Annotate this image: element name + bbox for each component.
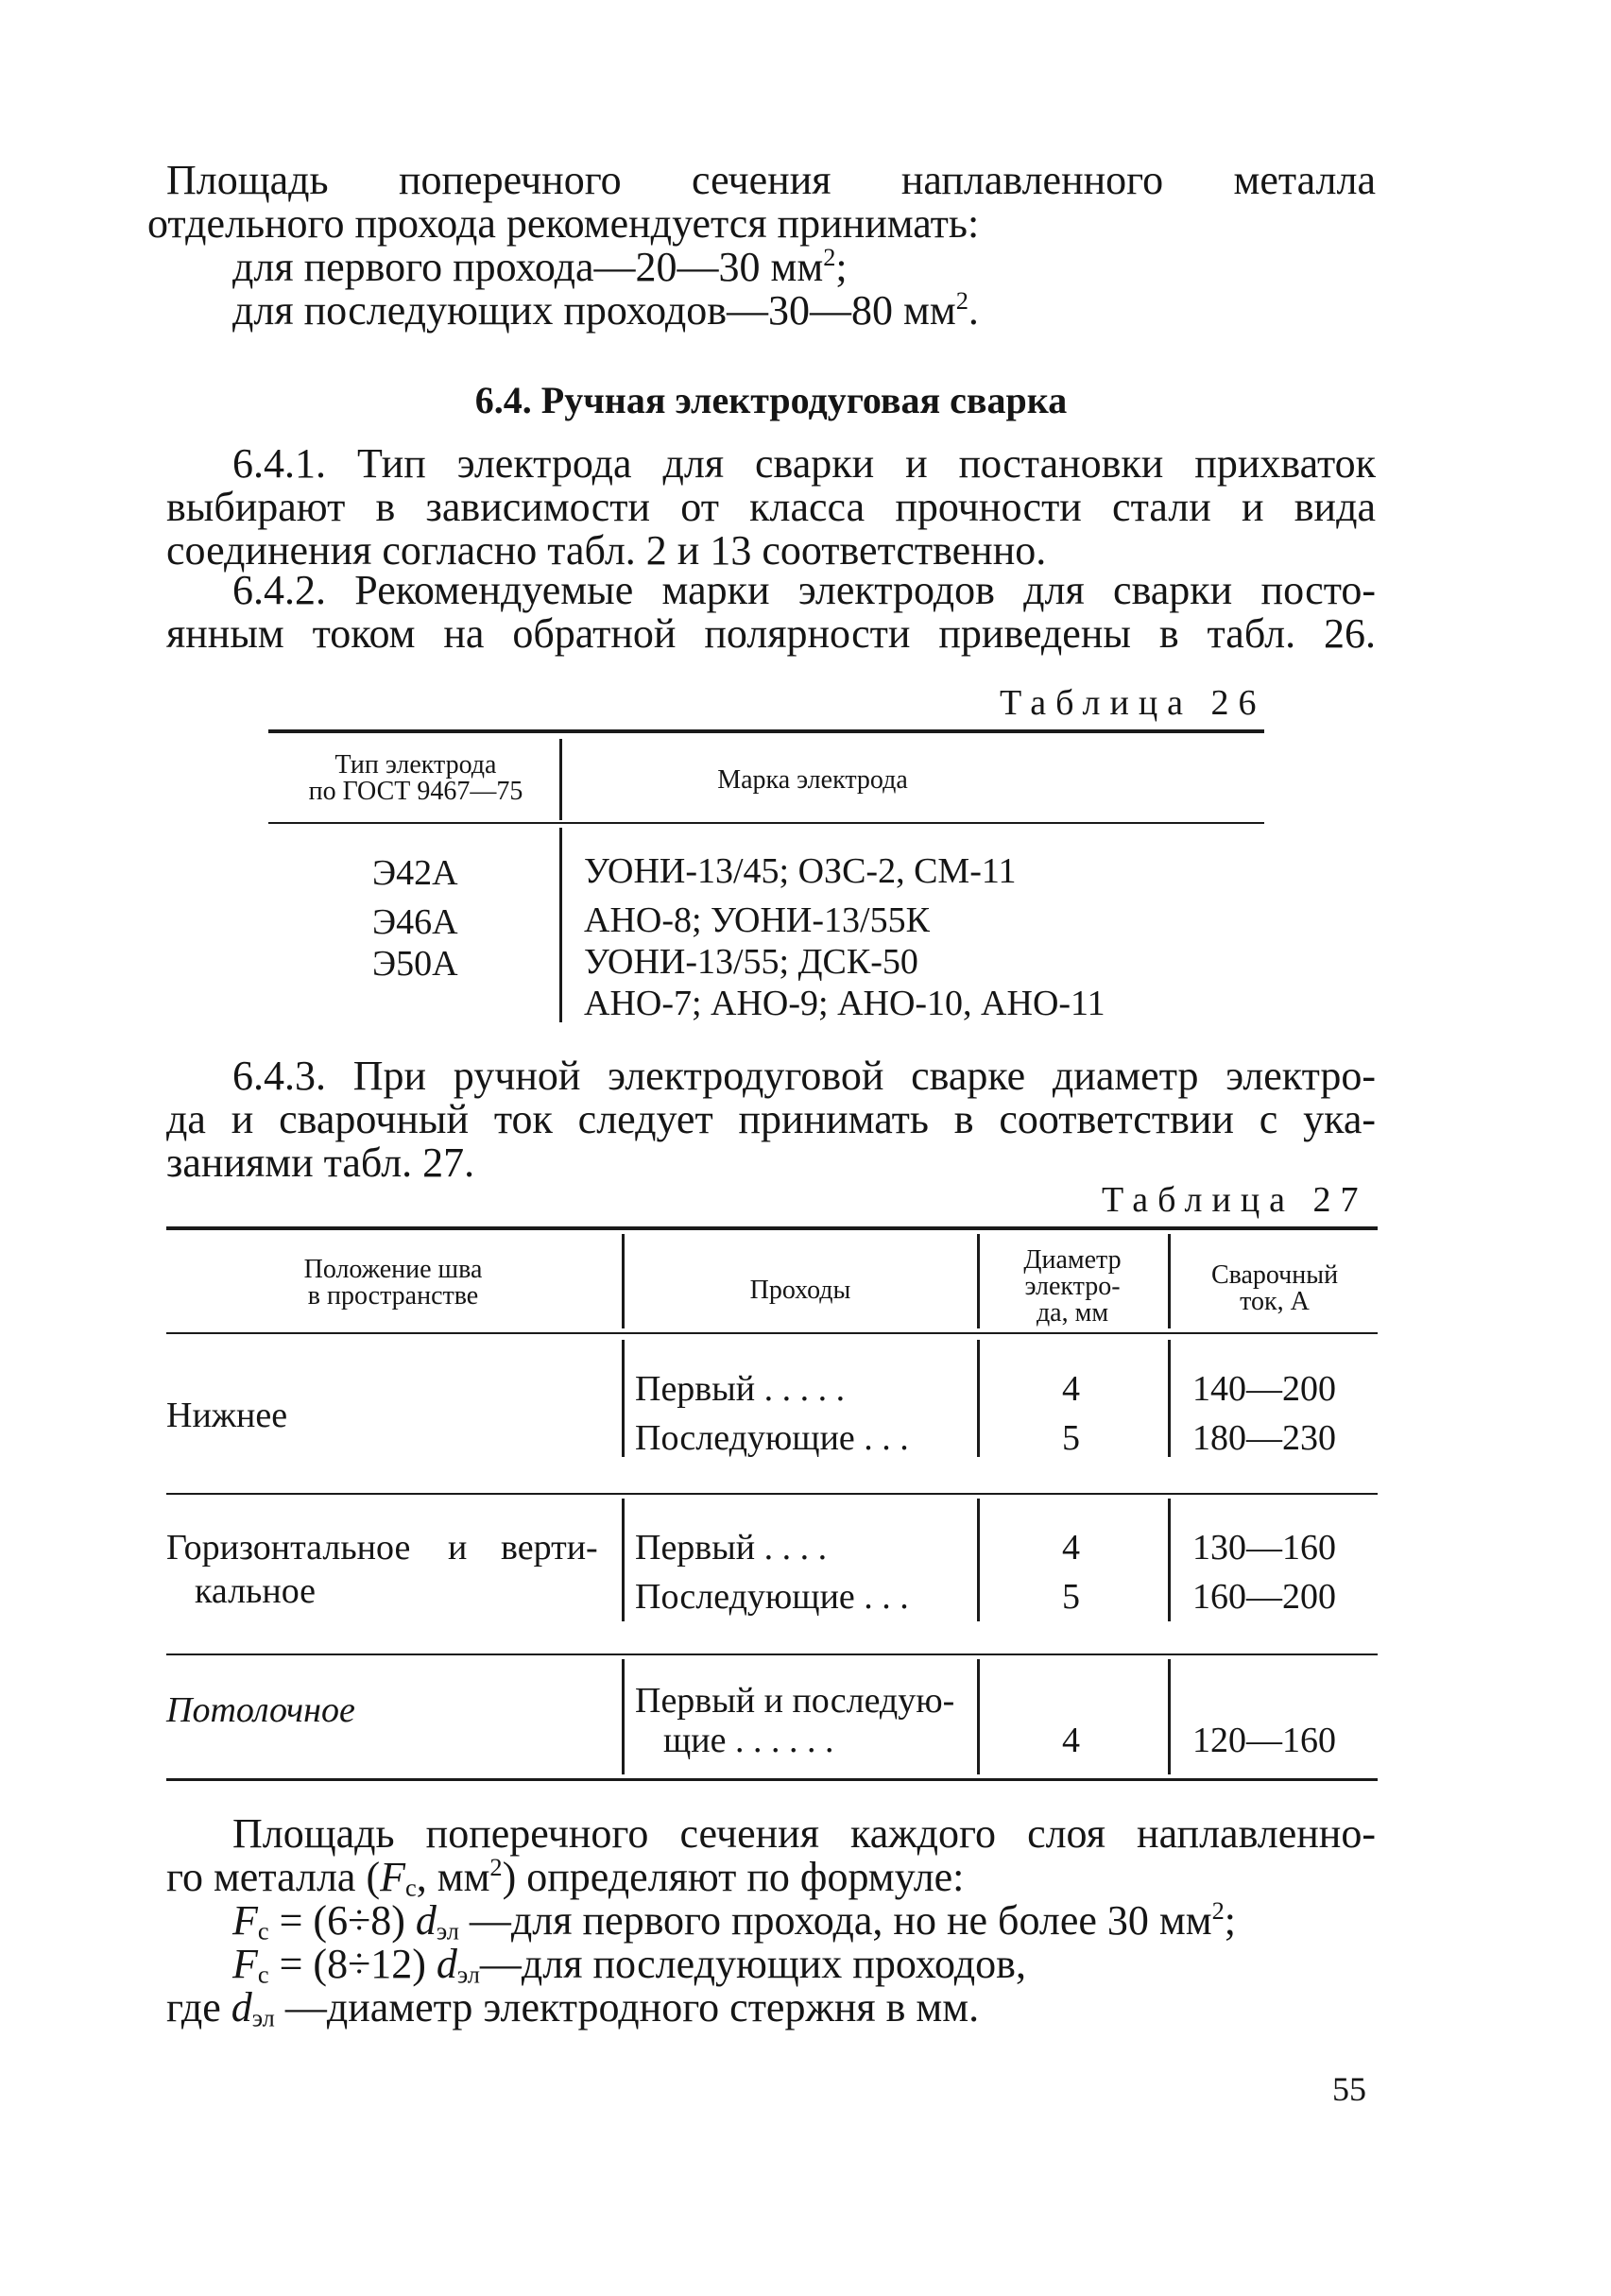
table27-g2-position-b: и — [448, 1528, 468, 1568]
table27-g1-divider-3 — [1168, 1340, 1171, 1457]
table27-g1-diam-1: 4 — [1062, 1369, 1080, 1409]
table26-type-1: Э42А — [372, 853, 458, 893]
table26-brand-1: УОНИ-13/45; ОЗС-2, СМ-11 — [584, 851, 1017, 891]
table27-g3-divider-1 — [622, 1659, 625, 1774]
p641-line-2: выбирают в зависимости от класса прочности стали и вида — [166, 484, 1376, 530]
p641-line-3: соединения согласно табл. 2 и 13 соответственно. — [166, 527, 1047, 574]
table27-header-rule — [166, 1332, 1378, 1334]
table27-g1-current-1: 140—200 — [1192, 1369, 1336, 1409]
table27-g2-diam-2: 5 — [1062, 1577, 1080, 1617]
section-title: 6.4. Ручная электродуговая сварка — [474, 379, 1068, 421]
table27-g1-current-2: 180—230 — [1192, 1418, 1336, 1458]
table27-g2-divider-1 — [622, 1499, 625, 1621]
table27-header-divider-2 — [977, 1234, 980, 1328]
table27-header-passes: Проходы — [749, 1276, 851, 1305]
table27-top-rule — [166, 1226, 1378, 1230]
table26-header-rule — [268, 822, 1264, 824]
table26-header-type: Тип электрода по ГОСТ 9467—75 — [308, 750, 523, 806]
table26-type-2: Э46А — [372, 902, 458, 942]
p642-line-1: 6.4.2. Рекомендуемые марки электродов для сварки посто- — [232, 567, 1376, 613]
table27-g2-divider-2 — [977, 1499, 980, 1621]
intro-line-1: Площадь поперечного сечения наплавленного металла — [166, 157, 1376, 203]
formula-line-2: го металла ($F_с$, $мм^2$) определяют по формуле: — [166, 1853, 965, 1902]
formula-line-4: $F_с = (8\div 12)$ $d_{эл}—для$ последующих проходов, — [232, 1941, 1026, 1989]
table27-bottom-rule — [166, 1778, 1378, 1781]
table27-header-divider-1 — [622, 1234, 625, 1328]
p643-line-3: заниями табл. 27. — [166, 1139, 475, 1186]
table26-brand-4: АНО-7; АНО-9; АНО-10, АНО-11 — [584, 984, 1105, 1023]
table27-g3-current-1: 120—160 — [1192, 1721, 1336, 1760]
formula-line-1: Площадь поперечного сечения каждого слоя наплавленно- — [232, 1810, 1376, 1857]
table27-header-current: Сварочный ток, А — [1210, 1260, 1339, 1316]
table27-g2-current-1: 130—160 — [1192, 1528, 1336, 1568]
page-number: 55 — [1332, 2070, 1366, 2108]
intro-line-4: для последующих проходов—30—80 $мм^2$. — [232, 286, 979, 334]
table26-top-rule — [268, 729, 1264, 733]
table26-header-divider — [559, 739, 562, 820]
table27-header-diameter: Диаметр электро- да, мм — [1023, 1245, 1122, 1328]
table26-type-3: Э50А — [372, 944, 458, 984]
table27-g2-rule — [166, 1653, 1378, 1655]
p643-line-2: да и сварочный ток следует принимать в соответствии с ука- — [166, 1096, 1376, 1142]
table27-g3-divider-2 — [977, 1659, 980, 1774]
table27-g3-position: Потолочное — [166, 1690, 355, 1730]
table27-g2-pass-2: Последующие . . . — [635, 1577, 909, 1617]
table27-g3-pass-2: щие . . . . . . — [663, 1721, 834, 1760]
table27-g2-position-c: верти- — [501, 1528, 598, 1568]
p641-line-1: 6.4.1. Тип электрода для сварки и постановки прихваток — [232, 440, 1376, 487]
p643-line-1: 6.4.3. При ручной электродуговой сварке диаметр электро- — [232, 1053, 1376, 1099]
table26-brand-3: УОНИ-13/55; ДСК-50 — [584, 942, 918, 982]
table27-g2-pass-1: Первый . . . . — [635, 1528, 828, 1568]
table26-header-brand: Марка электрода — [717, 765, 908, 795]
table27-caption: Таблица 27 — [1102, 1180, 1368, 1220]
table27-g1-pass-2: Последующие . . . — [635, 1418, 909, 1458]
table26-caption: Таблица 26 — [1000, 683, 1266, 723]
p642-line-2: янным током на обратной полярности приведены в табл. 26. — [166, 610, 1376, 657]
table27-g2-diam-1: 4 — [1062, 1528, 1080, 1568]
table27-g1-position: Нижнее — [166, 1396, 288, 1435]
table27-g1-rule — [166, 1493, 1378, 1495]
table27-g2-divider-3 — [1168, 1499, 1171, 1621]
table26-body-divider — [559, 828, 562, 1022]
formula-line-3: $F_с = (6\div 8)$ $d_{эл}$ —для первого прохода, но не более 30 $мм^2$; — [232, 1896, 1236, 1945]
table27-g2-position-a: Горизонтальное — [166, 1528, 411, 1568]
table27-g2-current-2: 160—200 — [1192, 1577, 1336, 1617]
intro-line-2: отдельного прохода рекомендуется принимать: — [147, 200, 980, 247]
table27-g3-pass-1: Первый и последую- — [635, 1681, 955, 1721]
table26-brand-2: АНО-8; УОНИ-13/55К — [584, 900, 930, 940]
table27-g1-divider-1 — [622, 1340, 625, 1457]
table27-header-divider-3 — [1168, 1234, 1171, 1328]
table27-g1-pass-1: Первый . . . . . — [635, 1369, 846, 1409]
table27-g1-divider-2 — [977, 1340, 980, 1457]
table27-g1-diam-2: 5 — [1062, 1418, 1080, 1458]
formula-line-5: где $d_{эл}$ —диаметр электродного стержня в мм. — [166, 1984, 980, 2032]
intro-line-3: для первого прохода—20—30 $мм^2$; — [232, 243, 848, 290]
table27-header-position: Положение шва в пространстве — [303, 1255, 483, 1311]
table27-g2-position-2: кальное — [195, 1571, 317, 1611]
table27-g3-diam-1: 4 — [1062, 1721, 1080, 1760]
table27-g3-divider-3 — [1168, 1659, 1171, 1774]
